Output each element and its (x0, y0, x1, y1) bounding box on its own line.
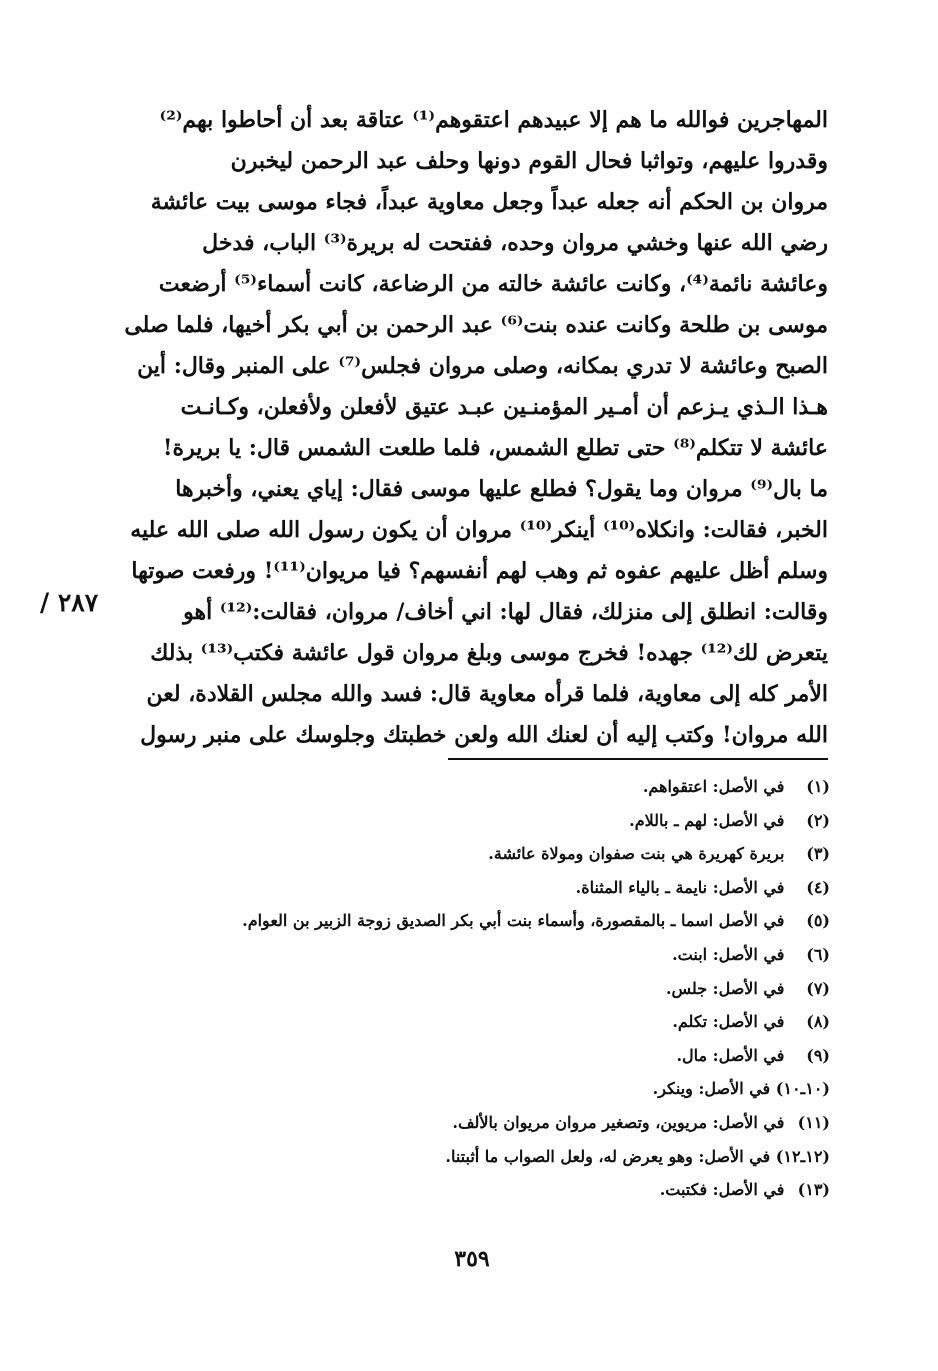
footnote-text: في الأصل: مريوين، وتصغير مروان مريوان بالألف. (452, 1112, 785, 1132)
footnote-number: (٣) (806, 844, 830, 864)
footnote-text: في الأصل: وينكر. (652, 1079, 771, 1099)
footnote-number: (٩) (806, 1045, 830, 1065)
footnote (150, 804, 830, 838)
text-line: عائشة لا تتكلم⁽⁸⁾ حتى تطلع الشمس، فلما طلعت الشمس قال: يا بريرة! (162, 435, 828, 461)
manuscript-folio-marker: ٢٨٧ / (40, 588, 99, 617)
text-line: وقالت: انطلق إلى منزلك، فقال لها: اني أخاف/ مروان، فقالت:⁽¹²⁾ أهو (183, 599, 828, 625)
footnote-divider (448, 758, 828, 760)
text-line: موسى بن طلحة وكانت عنده بنت⁽⁶⁾ عبد الرحمن بن أبي بكر أخيها، فلما صلى (124, 312, 828, 338)
text-line: وقدروا عليهم، وتواثبا فحال القوم دونها وحلف عبد الرحمن ليخبرن (230, 148, 828, 174)
footnote (150, 1005, 830, 1039)
footnote (150, 837, 830, 871)
footnote (150, 1173, 830, 1207)
text-line: وسلم أظل عليهم عفوه ثم وهب لهم أنفسهم؟ فيا مريوان⁽¹¹⁾! ورفعت صوتها (131, 558, 828, 584)
text-line: رضي الله عنها وخشي مروان وحده، ففتحت له بريرة⁽³⁾ الباب، فدخل (202, 230, 828, 256)
text-line: مروان بن الحكم أنه جعله عبداً وجعل معاوية عبداً، فجاء موسى بيت عائشة (150, 189, 828, 215)
footnote-number: (٧) (806, 978, 830, 998)
footnote-number: (١٣) (797, 1180, 830, 1200)
footnote-number: (١٠ـ١٠) (775, 1079, 830, 1099)
footnote (150, 972, 830, 1006)
footnote (150, 871, 830, 905)
text-line: الصبح وعائشة لا تدري بمكانه، وصلى مروان فجلس⁽⁷⁾ على المنبر وقال: أين (137, 353, 828, 379)
footnote (150, 1140, 830, 1174)
footnote-number: (٥) (806, 911, 830, 931)
text-line: الخبر، فقالت: وانكلاه⁽¹⁰⁾ أينكر⁽¹⁰⁾ مروان أن يكون رسول الله صلى الله عليه (130, 517, 828, 543)
footnote (150, 904, 830, 938)
footnote-number: (٨) (806, 1012, 830, 1032)
text-line: المهاجرين فوالله ما هم إلا عبيدهم اعتقوهم⁽¹⁾ عتاقة بعد أن أحاطوا بهم⁽²⁾ (159, 107, 828, 133)
footnote-text: في الأصل: اعتقواهم. (642, 777, 785, 796)
text-line: ما بال⁽⁹⁾ مروان وما يقول؟ فطلع عليها موسى فقال: إياي يعني، وأخبرها (175, 476, 828, 502)
footnote-text: في الأصل: فكتبت. (659, 1180, 785, 1200)
footnote-text: في الأصل: نايمة ـ بالياء المثناة. (575, 877, 785, 897)
footnote-number: (١١) (797, 1112, 830, 1132)
footnote (150, 1039, 830, 1073)
text-line: الله مروان! وكتب إليه أن لعنك الله ولعن خطبتك وجلوسك على منبر رسول (140, 722, 828, 748)
text-line: وعائشة نائمة⁽⁴⁾، وكانت عائشة خالته من الرضاعة، كانت أسماء⁽⁵⁾ أرضعت (158, 271, 828, 297)
text-line: الأمر كله إلى معاوية، فلما قرأه معاوية قال: فسد والله مجلس القلادة، لعن (146, 681, 828, 707)
footnote-number: (٤) (806, 877, 830, 897)
footnote (150, 1072, 830, 1106)
footnote (150, 938, 830, 972)
footnote (150, 770, 830, 804)
text-line: هـذا الـذي يـزعم أن أمـير المؤمنـين عبـد عتيق لأفعلن ولأفعلن، وكـانـت (180, 394, 828, 420)
footnote-text: في الأصل: مال. (676, 1045, 785, 1065)
footnote-text: في الأصل: لهم ـ باللام. (629, 810, 785, 830)
footnote-text: في الأصل: وهو يعرض له، ولعل الصواب ما أثبتنا. (445, 1146, 771, 1166)
footnote-number: (١٢ـ١٢) (775, 1146, 830, 1166)
text-line: يتعرض لك⁽¹²⁾ جهده! فخرج موسى وبلغ مروان قول عائشة فكتب⁽¹³⁾ بذلك (150, 640, 828, 666)
footnote-text: في الأصل: تكلم. (672, 1012, 785, 1032)
footnote-number: (٦) (806, 944, 830, 964)
footnote (150, 1106, 830, 1140)
footnote-number: (١) (806, 777, 830, 796)
footnote-text: بريرة كهريرة هي بنت صفوان ومولاة عائشة. (488, 844, 785, 864)
main-text (112, 100, 828, 756)
footnote-text: في الأصل: ابنت. (672, 944, 785, 964)
footnote-text: في الأصل اسما ـ بالمقصورة، وأسماء بنت أبي بكر الصديق زوجة الزبير بن العوام. (242, 911, 785, 931)
footnote-number: (٢) (806, 810, 830, 830)
footnote-text: في الأصل: جلس. (665, 978, 785, 998)
page-number: ٣٥٩ (454, 1246, 490, 1272)
footnotes (150, 770, 830, 1207)
